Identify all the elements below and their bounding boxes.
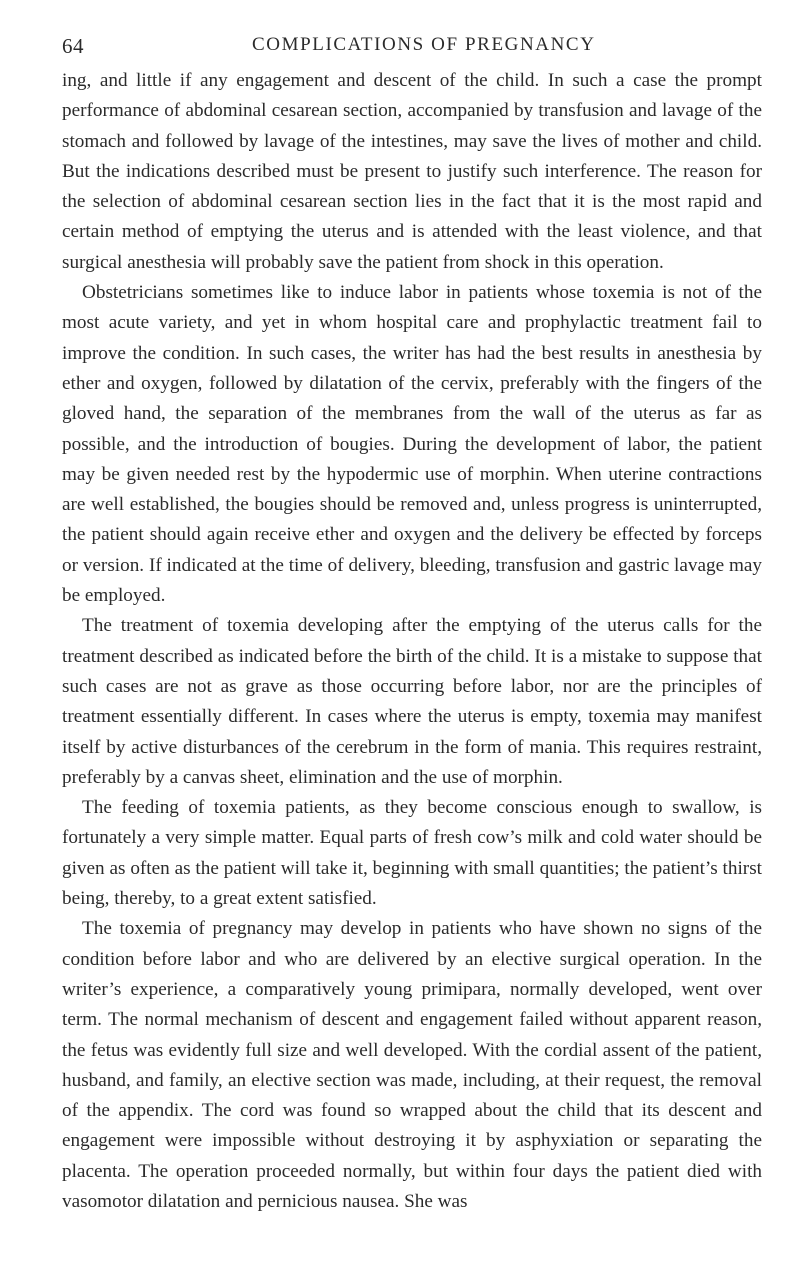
paragraph-continued: ing, and little if any engagement and descent of the child. In such a case the prompt performance of abdominal cesarean section, accompanied by transfusion and lavage of the stomach and followed by lavage of the intestines, may save the lives of mother and child. But the indications described must be present to justify such interference. The reason for the selection of abdominal cesarean section lies in the fact that it is the most rapid and certain method of emptying the uterus and is attended with the least violence, and that surgical anesthesia will probably save the patient from shock in this operation.	[62, 70, 762, 273]
paragraph-case-report: The toxemia of pregnancy may develop in patients who have shown no signs of the condition before labor and who are delivered by an elective surgical operation. In the writer’s experience, a comparatively young primipara, normally developed, went over term. The normal mechanism of descent and engagement failed without apparent reason, the fetus was evidently full size and well developed. With the cordial assent of the patient, husband, and family, an elective section was made, including, at their request, the removal of the appendix. The cord was found so wrapped about the child that its descent and engagement were impossible without destroying it by asphyxiation or separating the placenta. The operation proceeded normally, but within four days the patient died with vasomotor dilatation and pernicious nausea. She was	[62, 918, 762, 1212]
body-text	[62, 66, 762, 1217]
running-title: COMPLICATIONS OF PREGNANCY	[252, 34, 596, 55]
page-number: 64	[62, 34, 84, 58]
running-head	[62, 34, 762, 64]
paragraph-inducing-labor: Obstetricians sometimes like to induce labor in patients whose toxemia is not of the most acute variety, and yet in whom hospital care and prophylactic treatment fail to improve the condition. In such cases, the writer has had the best results in anesthesia by ether and oxygen, followed by dilatation of the cervix, preferably with the fingers of the gloved hand, the separation of the membranes from the wall of the uterus as far as possible, and the introduction of bougies. During the development of labor, the patient may be given needed rest by the hypodermic use of morphin. When uterine contractions are well established, the bougies should be removed and, unless progress is uninterrupted, the patient should again receive ether and oxygen and the delivery be effected by forceps or version. If indicated at the time of delivery, bleeding, transfusion and gastric lavage may be employed.	[62, 282, 762, 607]
paragraph-post-delivery-toxemia: The treatment of toxemia developing after the emptying of the uterus calls for the treatment described as indicated before the birth of the child. It is a mistake to suppose that such cases are not as grave as those occurring before labor, nor are the principles of treatment essentially different. In cases where the uterus is empty, toxemia may manifest itself by active disturbances of the cerebrum in the form of mania. This requires restraint, preferably by a canvas sheet, elimination and the use of morphin.	[62, 615, 762, 788]
paragraph-feeding: The feeding of toxemia patients, as they become conscious enough to swallow, is fortunately a very simple matter. Equal parts of fresh cow’s milk and cold water should be given as often as the patient will take it, beginning with small quantities; the patient’s thirst being, thereby, to a great extent satisfied.	[62, 797, 762, 910]
